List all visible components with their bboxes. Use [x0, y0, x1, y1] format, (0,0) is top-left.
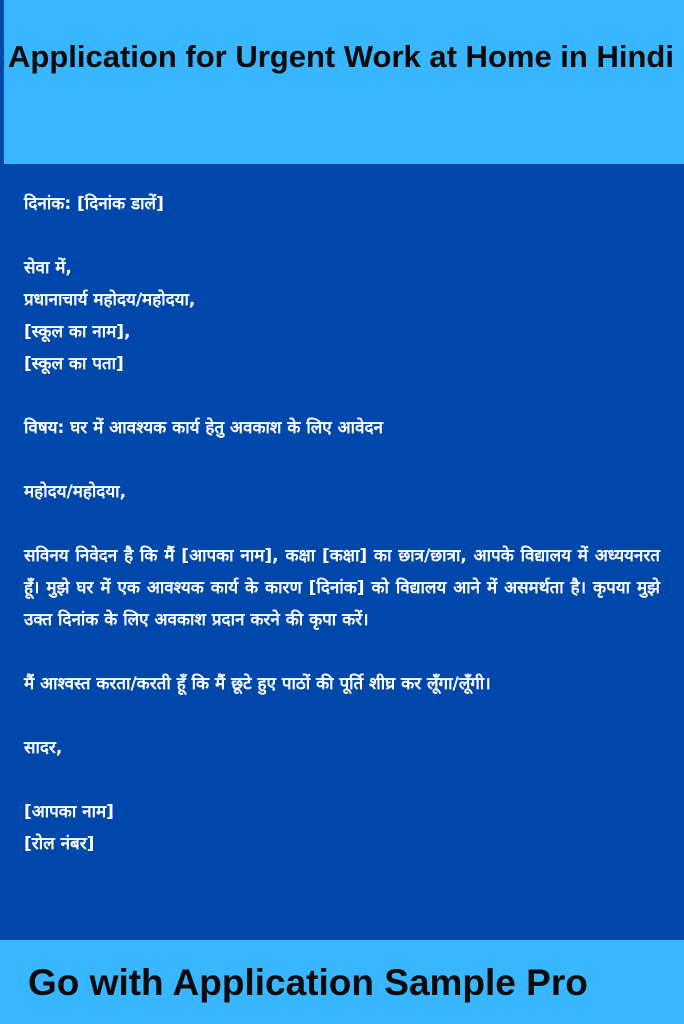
- title-banner: [0, 0, 684, 164]
- subject-line: विषय: घर में आवश्यक कार्य हेतु अवकाश के लिए आवेदन: [24, 418, 383, 438]
- body-paragraph: मैं आश्वस्त करता/करती हूँ कि मैं छूटे हुए पाठों की पूर्ति शीघ्र कर लूँगा/लूँगी।: [24, 674, 491, 694]
- signature-name: [आपका नाम]: [24, 802, 114, 822]
- salutation: महोदय/महोदया,: [24, 482, 127, 502]
- spacer: [24, 700, 660, 732]
- spacer: [24, 508, 660, 540]
- date-line: दिनांक: [दिनांक डालें]: [24, 194, 164, 214]
- spacer: [24, 380, 660, 412]
- recipient-line: सेवा में,: [24, 258, 72, 278]
- closing: सादर,: [24, 738, 63, 758]
- signature-roll-number: [रोल नंबर]: [24, 834, 95, 854]
- body-paragraph: सविनय निवेदन है कि मैं [आपका नाम], कक्षा [कक्षा] का छात्र/छात्रा, आपके विद्यालय में अध्ययनरत हूँ। मुझे घर में एक आवश्यक कार्य के कारण [दिनांक] को विद्यालय आने में असमर्थता है। कृपया मुझे उक्त दिनांक के लिए अवकाश प्रदान करने की कृपा करें।: [24, 546, 660, 630]
- spacer: [24, 636, 660, 668]
- page-title: Application for Urgent Work at Home in Hindi: [8, 39, 674, 74]
- spacer: [24, 220, 660, 252]
- spacer: [24, 764, 660, 796]
- spacer: [24, 444, 660, 476]
- letter-body: [24, 188, 660, 860]
- footer-banner: [0, 940, 684, 1024]
- recipient-line: [स्कूल का नाम],: [24, 322, 131, 342]
- recipient-line: [स्कूल का पता]: [24, 354, 124, 374]
- recipient-line: प्रधानाचार्य महोदय/महोदया,: [24, 290, 196, 310]
- footer-text: Go with Application Sample Pro: [28, 962, 588, 1003]
